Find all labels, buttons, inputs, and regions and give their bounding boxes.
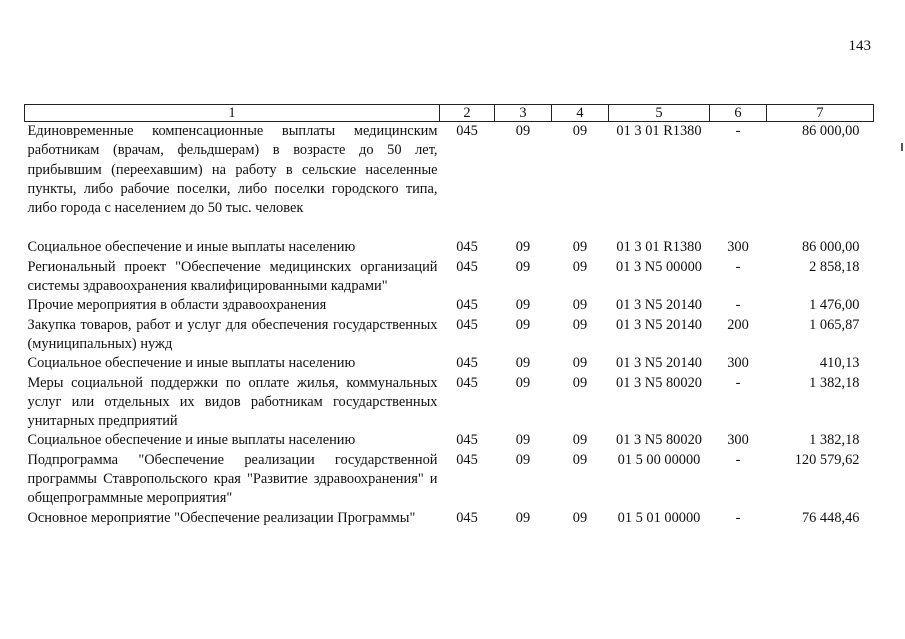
row-vr: 300	[727, 239, 749, 256]
table-row	[25, 374, 874, 432]
row-vr: -	[735, 451, 741, 468]
row-amount: 1 476,00	[809, 297, 860, 314]
row-csr: 01 3 N5 20140	[616, 316, 702, 333]
row-podrazdel: 09	[572, 509, 588, 526]
row-podrazdel: 09	[572, 451, 588, 468]
row-name: Основное мероприятие "Обеспечение реализации Программы"	[27, 509, 416, 526]
row-razdel: 09	[515, 374, 531, 391]
header-col-1: 1	[25, 105, 440, 122]
table-row	[25, 509, 874, 528]
table-row	[25, 316, 874, 355]
row-podrazdel: 09	[572, 374, 588, 391]
row-podrazdel: 09	[572, 432, 588, 449]
budget-table-container	[24, 104, 873, 528]
row-amount: 1 382,18	[809, 432, 860, 449]
row-name: Прочие мероприятия в области здравоохранения	[27, 297, 327, 314]
row-razdel: 09	[515, 316, 531, 333]
row-name: Единовременные компенсационные выплаты медицинским работникам (врачам, фельдшерам) в возрасте до 50 лет, прибывшим (переехавшим) на работу в сельские населенные пункты, либо рабочие поселки, либо поселки городского типа, либо города с населением до 50 тыс. человек	[27, 123, 438, 217]
row-vr: 300	[727, 432, 749, 449]
row-vedomstvo: 045	[456, 509, 478, 526]
spacer-cell	[25, 218, 874, 238]
row-podrazdel: 09	[572, 239, 588, 256]
row-amount: 86 000,00	[801, 123, 860, 139]
row-vedomstvo: 045	[456, 297, 478, 314]
row-csr: 01 3 N5 80020	[616, 374, 702, 391]
row-vedomstvo: 045	[456, 355, 478, 372]
header-row	[25, 105, 874, 122]
row-vedomstvo: 045	[456, 374, 478, 391]
table-row	[25, 258, 874, 297]
row-vr: -	[735, 258, 741, 275]
header-col-6: 6	[710, 105, 767, 122]
header-col-3: 3	[495, 105, 552, 122]
row-csr: 01 3 N5 20140	[616, 355, 702, 372]
row-razdel: 09	[515, 509, 531, 526]
row-amount: 120 579,62	[794, 451, 860, 468]
row-podrazdel: 09	[572, 355, 588, 372]
row-vedomstvo: 045	[456, 316, 478, 333]
row-amount: 1 382,18	[809, 374, 860, 391]
row-amount: 410,13	[819, 355, 860, 372]
row-razdel: 09	[515, 451, 531, 468]
row-vr: 300	[727, 355, 749, 372]
row-name: Региональный проект "Обеспечение медицинских организаций системы здравоохранения квалифицированными кадрами"	[27, 258, 438, 295]
row-csr: 01 3 01 R1380	[616, 239, 702, 256]
row-vr: -	[735, 509, 741, 526]
table-row	[25, 431, 874, 450]
row-name: Социальное обеспечение и иные выплаты населению	[27, 355, 356, 372]
row-vedomstvo: 045	[456, 123, 478, 139]
row-name: Подпрограмма "Обеспечение реализации государственной программы Ставропольского края "Развитие здравоохранения" и общепрограммные мероприятия"	[27, 451, 438, 507]
row-podrazdel: 09	[572, 123, 588, 139]
row-vr: -	[735, 123, 741, 139]
row-csr: 01 3 N5 80020	[616, 432, 702, 449]
table-row	[25, 354, 874, 373]
row-podrazdel: 09	[572, 297, 588, 314]
row-razdel: 09	[515, 297, 531, 314]
table-row	[25, 122, 874, 219]
row-csr: 01 5 00 00000	[617, 451, 701, 468]
header-col-7: 7	[767, 105, 874, 122]
row-razdel: 09	[515, 258, 531, 275]
spacer-row	[25, 218, 874, 238]
row-razdel: 09	[515, 355, 531, 372]
row-vr: -	[735, 297, 741, 314]
row-csr: 01 3 01 R1380	[616, 123, 702, 139]
header-col-4: 4	[552, 105, 609, 122]
row-name: Меры социальной поддержки по оплате жилья, коммунальных услуг или отдельных их видов работникам государственных унитарных предприятий	[27, 374, 438, 430]
row-razdel: 09	[515, 239, 531, 256]
scan-mark	[901, 143, 903, 151]
row-amount: 76 448,46	[801, 509, 860, 526]
table-row	[25, 296, 874, 315]
budget-table	[24, 104, 874, 528]
row-vedomstvo: 045	[456, 451, 478, 468]
row-vedomstvo: 045	[456, 432, 478, 449]
row-name: Социальное обеспечение и иные выплаты населению	[27, 239, 356, 256]
row-razdel: 09	[515, 123, 531, 139]
row-csr: 01 3 N5 00000	[616, 258, 702, 275]
table-row	[25, 451, 874, 509]
table-row	[25, 238, 874, 257]
row-csr: 01 5 01 00000	[617, 509, 701, 526]
header-col-2: 2	[440, 105, 495, 122]
row-podrazdel: 09	[572, 316, 588, 333]
row-amount: 2 858,18	[809, 258, 860, 275]
row-amount: 86 000,00	[801, 239, 860, 256]
row-amount: 1 065,87	[809, 316, 860, 333]
row-vr: -	[735, 374, 741, 391]
row-razdel: 09	[515, 432, 531, 449]
row-vr: 200	[727, 316, 749, 333]
row-vedomstvo: 045	[456, 258, 478, 275]
row-csr: 01 3 N5 20140	[616, 297, 702, 314]
page-number: 143	[848, 38, 871, 54]
row-name: Социальное обеспечение и иные выплаты населению	[27, 432, 356, 449]
row-name: Закупка товаров, работ и услуг для обеспечения государственных (муниципальных) нужд	[27, 316, 438, 352]
row-podrazdel: 09	[572, 258, 588, 275]
header-col-5: 5	[609, 105, 710, 122]
row-vedomstvo: 045	[456, 239, 478, 256]
